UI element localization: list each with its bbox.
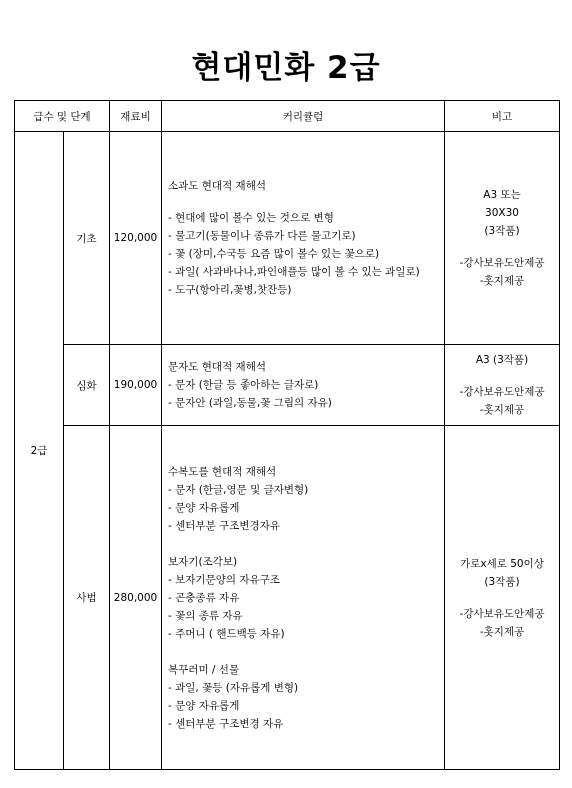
curriculum-heading: 복꾸러미 / 선물 <box>168 663 240 676</box>
note-line: A3 또는 <box>483 189 521 201</box>
note-line: -강사보유도안제공 <box>459 607 545 620</box>
fee-cell: 120,000 <box>110 132 162 345</box>
header-note: 비고 <box>445 101 560 132</box>
curriculum-item: - 꽃 (장미,수국등 요즘 많이 볼수 있는 꽃으로) <box>168 248 380 260</box>
note-line: -강사보유도안제공 <box>459 257 545 269</box>
curriculum-item: - 문자 (한글 등 좋아하는 글자로) <box>168 379 319 391</box>
note-line: (3작품) <box>484 225 520 237</box>
note-cell <box>445 345 560 426</box>
curriculum-heading: 보자기(조각보) <box>168 555 238 568</box>
curriculum-cell <box>162 132 445 345</box>
note-line: A3 (3작품) <box>475 354 529 366</box>
curriculum-item: - 과일, 꽃등 (자유롭게 변형) <box>168 681 299 694</box>
fee-cell: 190,000 <box>110 345 162 426</box>
header-row <box>15 101 560 132</box>
header-grade-stage: 급수 및 단계 <box>15 101 110 132</box>
page-title: 현대민화 2급 <box>191 50 381 86</box>
table-row <box>15 132 560 345</box>
note-line: -홋지제공 <box>479 275 525 287</box>
curriculum-heading: 문자도 현대적 재해석 <box>168 361 266 373</box>
stage-cell: 심화 <box>64 345 110 426</box>
curriculum-item: - 도구(항아리,꽃병,찻잔등) <box>168 284 292 296</box>
curriculum-cell <box>162 426 445 770</box>
curriculum-item: - 문양 자유롭게 <box>168 501 240 514</box>
curriculum-table <box>14 100 560 770</box>
curriculum-item: - 과일( 사과바나나,파인애플등 많이 볼 수 있는 과일로) <box>168 266 420 278</box>
grade-cell: 2급 <box>15 132 64 770</box>
note-cell <box>445 132 560 345</box>
fee-cell: 280,000 <box>110 426 162 770</box>
curriculum-heading: 수복도를 현대적 재해석 <box>168 465 277 478</box>
curriculum-item: - 물고기(동물이나 종류가 다른 물고기로) <box>168 230 356 242</box>
note-line: -강사보유도안제공 <box>459 386 545 398</box>
curriculum-item: - 주머니 ( 핸드백등 자유) <box>168 627 285 640</box>
table-row <box>15 345 560 426</box>
note-line: -홋지제공 <box>479 625 525 638</box>
curriculum-cell <box>162 345 445 426</box>
curriculum-item: - 문양 자유롭게 <box>168 699 240 712</box>
curriculum-item: - 센터부분 구조변경자유 <box>168 519 280 532</box>
curriculum-item: - 센터부분 구조변경 자유 <box>168 717 284 730</box>
curriculum-item: - 곤충종류 자유 <box>168 591 240 604</box>
curriculum-item: - 보자기문양의 자유구조 <box>168 573 280 586</box>
header-fee: 재료비 <box>110 101 162 132</box>
stage-cell: 기초 <box>64 132 110 345</box>
stage-cell: 사범 <box>64 426 110 770</box>
note-line: 30X30 <box>485 207 519 219</box>
curriculum-heading: 소과도 현대적 재해석 <box>168 180 266 192</box>
note-line: (3작품) <box>484 575 520 588</box>
curriculum-item: - 현대에 많이 볼수 있는 것으로 변형 <box>168 212 334 224</box>
header-curriculum: 커리큘럼 <box>162 101 445 132</box>
note-line: 가로x세로 50이상 <box>460 557 544 570</box>
curriculum-item: - 문자안 (과일,동물,꽃 그림의 자유) <box>168 397 332 409</box>
table-row <box>15 426 560 770</box>
curriculum-item: - 꽃의 종류 자유 <box>168 609 243 622</box>
note-cell <box>445 426 560 770</box>
curriculum-item: - 문자 (한글,영문 및 글자변형) <box>168 483 309 496</box>
note-line: -홋지제공 <box>479 404 525 416</box>
